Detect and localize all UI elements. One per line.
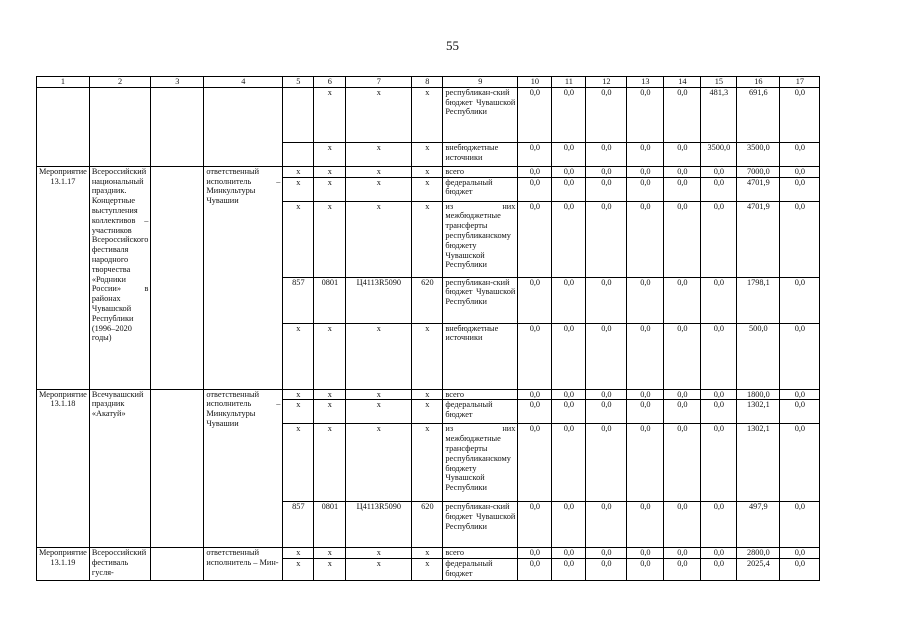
amount-cell: 0,0 [701, 502, 737, 548]
column-number: 13 [627, 77, 664, 88]
section-code-cell: 0801 [314, 502, 346, 548]
funding-source-cell: внебюджетные источники [443, 323, 518, 389]
amount-cell: 0,0 [701, 177, 737, 201]
budget-code-cell: 857 [283, 277, 314, 323]
expense-type-cell: x [412, 389, 443, 400]
amount-cell: 0,0 [780, 87, 820, 142]
amount-cell: 0,0 [780, 502, 820, 548]
amount-cell: 0,0 [518, 502, 552, 548]
amount-cell: 0,0 [518, 166, 552, 177]
amount-cell: 0,0 [664, 201, 701, 277]
responsible-executor-cell: ответственный исполнитель – Минкультуры Чувашии [204, 166, 283, 389]
amount-cell: 0,0 [518, 389, 552, 400]
amount-cell: 0,0 [518, 323, 552, 389]
target-code-cell: x [346, 142, 412, 166]
participant-cell [151, 548, 204, 581]
target-code-cell: x [346, 389, 412, 400]
activity-cell [37, 87, 90, 166]
amount-cell: 0,0 [780, 142, 820, 166]
amount-cell: 0,0 [586, 502, 627, 548]
amount-cell: 0,0 [701, 166, 737, 177]
amount-cell: 0,0 [586, 177, 627, 201]
amount-cell: 0,0 [586, 424, 627, 502]
amount-cell: 7000,0 [737, 166, 780, 177]
budget-code-cell: x [283, 559, 314, 581]
amount-cell: 0,0 [780, 177, 820, 201]
table-row [37, 87, 820, 142]
amount-cell: 0,0 [552, 87, 586, 142]
amount-cell: 0,0 [701, 424, 737, 502]
amount-cell: 0,0 [552, 277, 586, 323]
section-code-cell: x [314, 548, 346, 559]
funding-source-cell: всего [443, 166, 518, 177]
participant-cell [151, 87, 204, 166]
amount-cell: 0,0 [518, 142, 552, 166]
column-number: 8 [412, 77, 443, 88]
amount-cell: 0,0 [664, 424, 701, 502]
section-code-cell: 0801 [314, 277, 346, 323]
column-number: 10 [518, 77, 552, 88]
amount-cell: 0,0 [664, 87, 701, 142]
table-row [37, 166, 820, 177]
amount-cell: 0,0 [586, 201, 627, 277]
amount-cell: 0,0 [664, 400, 701, 424]
amount-cell: 0,0 [664, 166, 701, 177]
target-code-cell: x [346, 177, 412, 201]
amount-cell: 0,0 [552, 323, 586, 389]
funding-source-cell: всего [443, 389, 518, 400]
funding-source-cell: федеральный бюджет [443, 177, 518, 201]
amount-cell: 2800,0 [737, 548, 780, 559]
budget-code-cell: x [283, 424, 314, 502]
amount-cell: 0,0 [780, 323, 820, 389]
amount-cell: 0,0 [552, 177, 586, 201]
column-number: 3 [151, 77, 204, 88]
amount-cell: 0,0 [552, 548, 586, 559]
amount-cell: 0,0 [627, 166, 664, 177]
activity-number-cell: Мероприятие 13.1.19 [37, 548, 90, 581]
expense-type-cell: x [412, 177, 443, 201]
section-code-cell: x [314, 201, 346, 277]
amount-cell: 0,0 [780, 400, 820, 424]
section-code-cell: x [314, 177, 346, 201]
funding-source-cell: республикан-ский бюджет Чувашской Республики [443, 87, 518, 142]
amount-cell: 0,0 [627, 277, 664, 323]
target-code-cell: x [346, 548, 412, 559]
funding-source-cell: республикан-ский бюджет Чувашской Республики [443, 502, 518, 548]
target-code-cell: x [346, 201, 412, 277]
table-row [37, 389, 820, 400]
amount-cell: 1800,0 [737, 389, 780, 400]
expense-type-cell: x [412, 201, 443, 277]
expense-type-cell: 620 [412, 502, 443, 548]
budget-code-cell [283, 142, 314, 166]
amount-cell: 0,0 [586, 323, 627, 389]
section-code-cell: x [314, 424, 346, 502]
activity-description-cell: Всечувашский праздник «Акатуй» [89, 389, 151, 548]
amount-cell: 1302,1 [737, 424, 780, 502]
amount-cell: 481,3 [701, 87, 737, 142]
column-number: 1 [37, 77, 90, 88]
amount-cell: 0,0 [518, 559, 552, 581]
amount-cell: 0,0 [586, 87, 627, 142]
section-code-cell: x [314, 87, 346, 142]
amount-cell: 0,0 [664, 389, 701, 400]
amount-cell: 0,0 [664, 502, 701, 548]
budget-code-cell: x [283, 548, 314, 559]
expense-type-cell: x [412, 400, 443, 424]
amount-cell: 0,0 [518, 177, 552, 201]
budget-code-cell: x [283, 201, 314, 277]
amount-cell: 0,0 [552, 502, 586, 548]
expense-type-cell: 620 [412, 277, 443, 323]
amount-cell: 0,0 [701, 201, 737, 277]
expense-type-cell: x [412, 424, 443, 502]
responsible-executor-cell: ответственный исполнитель – Мин- [204, 548, 283, 581]
amount-cell: 0,0 [780, 277, 820, 323]
activity-number-cell: Мероприятие 13.1.18 [37, 389, 90, 548]
amount-cell: 0,0 [780, 389, 820, 400]
amount-cell: 0,0 [701, 400, 737, 424]
amount-cell: 0,0 [586, 548, 627, 559]
amount-cell: 0,0 [664, 177, 701, 201]
budget-code-cell: x [283, 323, 314, 389]
amount-cell: 0,0 [586, 142, 627, 166]
budget-code-cell: x [283, 389, 314, 400]
amount-cell: 0,0 [701, 323, 737, 389]
funding-source-cell: всего [443, 548, 518, 559]
funding-source-cell: федеральный бюджет [443, 559, 518, 581]
target-code-cell: x [346, 400, 412, 424]
amount-cell: 0,0 [586, 389, 627, 400]
amount-cell: 691,6 [737, 87, 780, 142]
amount-cell: 0,0 [518, 424, 552, 502]
amount-cell: 0,0 [664, 142, 701, 166]
amount-cell: 0,0 [780, 166, 820, 177]
budget-code-cell: x [283, 166, 314, 177]
amount-cell: 0,0 [780, 548, 820, 559]
column-number: 2 [89, 77, 151, 88]
expense-type-cell: x [412, 548, 443, 559]
amount-cell: 0,0 [627, 502, 664, 548]
expense-type-cell: x [412, 559, 443, 581]
amount-cell: 0,0 [664, 559, 701, 581]
amount-cell: 0,0 [552, 142, 586, 166]
target-code-cell: Ц4113R5090 [346, 277, 412, 323]
description-cell [89, 87, 151, 166]
amount-cell: 497,9 [737, 502, 780, 548]
target-code-cell: x [346, 323, 412, 389]
amount-cell: 0,0 [552, 166, 586, 177]
amount-cell: 0,0 [627, 424, 664, 502]
section-code-cell: x [314, 142, 346, 166]
column-number: 14 [664, 77, 701, 88]
funding-source-cell: республикан-ский бюджет Чувашской Республики [443, 277, 518, 323]
amount-cell: 0,0 [701, 559, 737, 581]
amount-cell: 0,0 [552, 424, 586, 502]
amount-cell: 0,0 [780, 424, 820, 502]
section-code-cell: x [314, 559, 346, 581]
participant-cell [151, 166, 204, 389]
amount-cell: 0,0 [701, 389, 737, 400]
column-number: 17 [780, 77, 820, 88]
amount-cell: 0,0 [586, 400, 627, 424]
amount-cell: 2025,4 [737, 559, 780, 581]
amount-cell: 500,0 [737, 323, 780, 389]
column-number: 9 [443, 77, 518, 88]
activity-description-cell: Всероссийский национальный праздник. Концертные выступления коллективов – участников Всероссийского фестиваля народного творчества «Родники России» в районах Чувашской Республики (1996–2020 годы) [89, 166, 151, 389]
amount-cell: 0,0 [627, 201, 664, 277]
page-number: 55 [446, 38, 459, 53]
amount-cell: 0,0 [627, 389, 664, 400]
budget-code-cell: 857 [283, 502, 314, 548]
responsible-executor-cell: ответственный исполнитель – Минкультуры Чувашии [204, 389, 283, 548]
executor-cell [204, 87, 283, 166]
column-number-row [37, 77, 820, 88]
target-code-cell: x [346, 559, 412, 581]
amount-cell: 0,0 [627, 323, 664, 389]
expense-type-cell: x [412, 87, 443, 142]
target-code-cell: x [346, 424, 412, 502]
amount-cell: 0,0 [518, 87, 552, 142]
target-code-cell: Ц4113R5090 [346, 502, 412, 548]
amount-cell: 0,0 [552, 201, 586, 277]
participant-cell [151, 389, 204, 548]
amount-cell: 0,0 [701, 548, 737, 559]
amount-cell: 0,0 [627, 177, 664, 201]
amount-cell: 0,0 [518, 548, 552, 559]
activity-description-cell: Всероссийский фестиваль гусля- [89, 548, 151, 581]
section-code-cell: x [314, 166, 346, 177]
funding-source-cell: из них межбюджетные трансферты республиканскому бюджету Чувашской Республики [443, 201, 518, 277]
target-code-cell: x [346, 87, 412, 142]
amount-cell: 0,0 [627, 548, 664, 559]
column-number: 7 [346, 77, 412, 88]
target-code-cell: x [346, 166, 412, 177]
budget-table [36, 76, 820, 581]
amount-cell: 4701,9 [737, 177, 780, 201]
funding-source-cell: внебюджетные источники [443, 142, 518, 166]
expense-type-cell: x [412, 166, 443, 177]
column-number: 5 [283, 77, 314, 88]
amount-cell: 0,0 [518, 277, 552, 323]
amount-cell: 0,0 [586, 559, 627, 581]
amount-cell: 0,0 [701, 277, 737, 323]
amount-cell: 0,0 [627, 559, 664, 581]
column-number: 4 [204, 77, 283, 88]
amount-cell: 0,0 [627, 142, 664, 166]
amount-cell: 4701,9 [737, 201, 780, 277]
budget-code-cell: x [283, 177, 314, 201]
column-number: 6 [314, 77, 346, 88]
amount-cell: 0,0 [664, 277, 701, 323]
section-code-cell: x [314, 323, 346, 389]
amount-cell: 1798,1 [737, 277, 780, 323]
section-code-cell: x [314, 400, 346, 424]
amount-cell: 0,0 [780, 559, 820, 581]
funding-source-cell: федеральный бюджет [443, 400, 518, 424]
budget-code-cell [283, 87, 314, 142]
expense-type-cell: x [412, 323, 443, 389]
amount-cell: 0,0 [664, 323, 701, 389]
amount-cell: 3500,0 [737, 142, 780, 166]
amount-cell: 0,0 [552, 559, 586, 581]
column-number: 16 [737, 77, 780, 88]
amount-cell: 0,0 [518, 201, 552, 277]
activity-number-cell: Мероприятие 13.1.17 [37, 166, 90, 389]
amount-cell: 0,0 [627, 400, 664, 424]
amount-cell: 0,0 [627, 87, 664, 142]
amount-cell: 0,0 [586, 166, 627, 177]
budget-code-cell: x [283, 400, 314, 424]
amount-cell: 3500,0 [701, 142, 737, 166]
amount-cell: 0,0 [552, 389, 586, 400]
section-code-cell: x [314, 389, 346, 400]
funding-source-cell: из них межбюджетные трансферты республиканскому бюджету Чувашской Республики [443, 424, 518, 502]
column-number: 15 [701, 77, 737, 88]
amount-cell: 0,0 [664, 548, 701, 559]
column-number: 11 [552, 77, 586, 88]
amount-cell: 0,0 [780, 201, 820, 277]
amount-cell: 0,0 [518, 400, 552, 424]
amount-cell: 0,0 [552, 400, 586, 424]
column-number: 12 [586, 77, 627, 88]
amount-cell: 0,0 [586, 277, 627, 323]
amount-cell: 1302,1 [737, 400, 780, 424]
expense-type-cell: x [412, 142, 443, 166]
table-row [37, 548, 820, 559]
